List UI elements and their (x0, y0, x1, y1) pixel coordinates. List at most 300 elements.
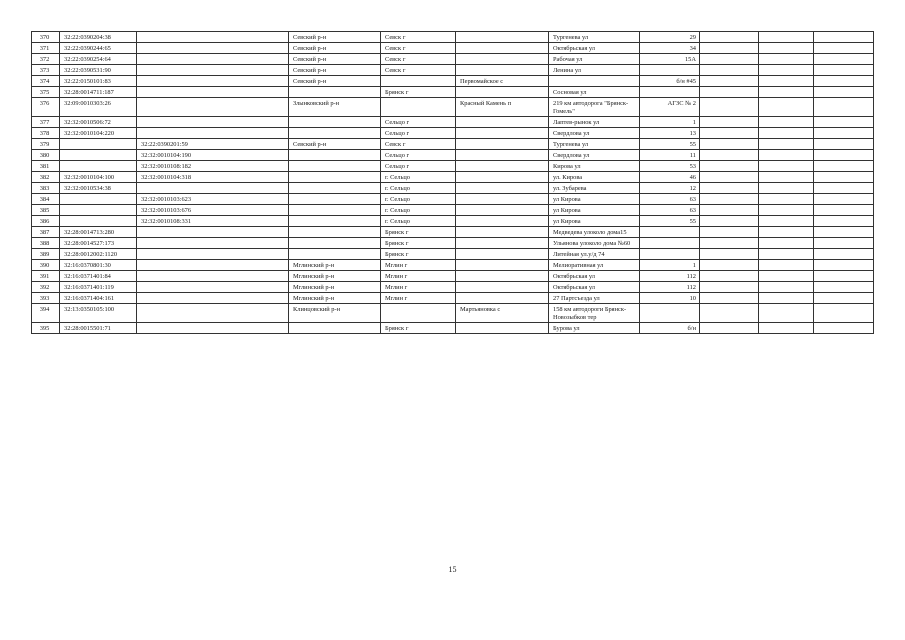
table-row (32, 282, 874, 293)
extra-cell-3 (814, 172, 874, 183)
street-cell: ул. Зубарева (549, 183, 640, 194)
street-cell: Сосновая ул (549, 87, 640, 98)
linked-cadastral-number-cell (137, 65, 289, 76)
row-number-cell: 373 (32, 65, 60, 76)
district-cell: Севский р-н (289, 43, 381, 54)
cadastral-number-cell: 32:22:0150101:83 (60, 76, 137, 87)
cadastral-number-cell: 32:22:0390244:65 (60, 43, 137, 54)
linked-cadastral-number-cell (137, 260, 289, 271)
district-cell: Мглинский р-н (289, 293, 381, 304)
cadastral-number-cell: 32:16:0371401:84 (60, 271, 137, 282)
extra-cell-3 (814, 194, 874, 205)
cadastral-number-cell: 32:28:0015501:71 (60, 323, 137, 334)
house-number-cell: 55 (640, 139, 700, 150)
linked-cadastral-number-cell (137, 293, 289, 304)
linked-cadastral-number-cell (137, 271, 289, 282)
cadastral-number-cell (60, 150, 137, 161)
extra-cell-3 (814, 87, 874, 98)
cadastral-number-cell: 32:16:0371404:161 (60, 293, 137, 304)
house-number-cell: 112 (640, 282, 700, 293)
settlement-cell (456, 260, 549, 271)
extra-cell-2 (759, 76, 814, 87)
cadastral-number-cell: 32:13:0350105:100 (60, 304, 137, 323)
table-row (32, 293, 874, 304)
settlement-cell (456, 43, 549, 54)
extra-cell-2 (759, 87, 814, 98)
house-number-cell: 46 (640, 172, 700, 183)
house-number-cell: 34 (640, 43, 700, 54)
table-row (32, 194, 874, 205)
settlement-cell (456, 194, 549, 205)
table-row (32, 183, 874, 194)
city-cell: Севск г (381, 54, 456, 65)
extra-cell-2 (759, 238, 814, 249)
extra-cell-3 (814, 249, 874, 260)
row-number-cell: 374 (32, 76, 60, 87)
linked-cadastral-number-cell (137, 282, 289, 293)
city-cell: г. Сельцо (381, 183, 456, 194)
cadastral-number-cell: 32:32:0010104:220 (60, 128, 137, 139)
extra-cell-1 (700, 282, 759, 293)
table-row (32, 304, 874, 323)
linked-cadastral-number-cell (137, 117, 289, 128)
table-row (32, 117, 874, 128)
linked-cadastral-number-cell (137, 32, 289, 43)
extra-cell-2 (759, 98, 814, 117)
house-number-cell: 55 (640, 216, 700, 227)
row-number-cell: 382 (32, 172, 60, 183)
house-number-cell: 53 (640, 161, 700, 172)
linked-cadastral-number-cell: 32:32:0010104:318 (137, 172, 289, 183)
extra-cell-2 (759, 304, 814, 323)
page-number: 15 (448, 565, 457, 574)
city-cell: Мглин г (381, 282, 456, 293)
district-cell (289, 117, 381, 128)
extra-cell-3 (814, 183, 874, 194)
cadastral-number-cell (60, 139, 137, 150)
linked-cadastral-number-cell (137, 87, 289, 98)
cadastral-number-cell: 32:32:0010506:72 (60, 117, 137, 128)
street-cell: Октябрьская ул (549, 282, 640, 293)
cadastral-number-cell (60, 205, 137, 216)
row-number-cell: 394 (32, 304, 60, 323)
district-cell: Севский р-н (289, 54, 381, 65)
street-cell (549, 76, 640, 87)
settlement-cell (456, 139, 549, 150)
extra-cell-1 (700, 183, 759, 194)
extra-cell-1 (700, 43, 759, 54)
cadastral-number-cell: 32:22:0390204:38 (60, 32, 137, 43)
city-cell: Мглин г (381, 271, 456, 282)
settlement-cell (456, 238, 549, 249)
row-number-cell: 377 (32, 117, 60, 128)
extra-cell-1 (700, 128, 759, 139)
linked-cadastral-number-cell (137, 183, 289, 194)
extra-cell-3 (814, 54, 874, 65)
extra-cell-1 (700, 76, 759, 87)
linked-cadastral-number-cell: 32:32:0010103:623 (137, 194, 289, 205)
row-number-cell: 392 (32, 282, 60, 293)
row-number-cell: 388 (32, 238, 60, 249)
linked-cadastral-number-cell (137, 43, 289, 54)
district-cell (289, 194, 381, 205)
linked-cadastral-number-cell (137, 54, 289, 65)
street-cell: ул. Кирова (549, 172, 640, 183)
district-cell (289, 183, 381, 194)
linked-cadastral-number-cell: 32:32:0010108:331 (137, 216, 289, 227)
street-cell: Тургенева ул (549, 32, 640, 43)
extra-cell-2 (759, 172, 814, 183)
row-number-cell: 387 (32, 227, 60, 238)
extra-cell-1 (700, 249, 759, 260)
row-number-cell: 391 (32, 271, 60, 282)
extra-cell-2 (759, 194, 814, 205)
district-cell (289, 238, 381, 249)
extra-cell-3 (814, 238, 874, 249)
house-number-cell: 15А (640, 54, 700, 65)
house-number-cell: б/н (640, 323, 700, 334)
cadastral-number-cell: 32:28:0012002:1120 (60, 249, 137, 260)
city-cell: Сельцо г (381, 117, 456, 128)
extra-cell-1 (700, 227, 759, 238)
street-cell: Ульянова улоколо дома №60 (549, 238, 640, 249)
linked-cadastral-number-cell (137, 128, 289, 139)
street-cell: Кирова ул (549, 161, 640, 172)
table-row (32, 87, 874, 98)
row-number-cell: 386 (32, 216, 60, 227)
table-row (32, 139, 874, 150)
extra-cell-1 (700, 293, 759, 304)
district-cell (289, 323, 381, 334)
settlement-cell (456, 128, 549, 139)
extra-cell-2 (759, 282, 814, 293)
extra-cell-3 (814, 65, 874, 76)
extra-cell-1 (700, 161, 759, 172)
table-row (32, 65, 874, 76)
settlement-cell (456, 271, 549, 282)
settlement-cell (456, 323, 549, 334)
district-cell (289, 87, 381, 98)
cadastral-number-cell: 32:16:0370801:30 (60, 260, 137, 271)
extra-cell-2 (759, 227, 814, 238)
cadastral-number-cell: 32:09:0010303:26 (60, 98, 137, 117)
district-cell (289, 161, 381, 172)
extra-cell-2 (759, 54, 814, 65)
extra-cell-3 (814, 260, 874, 271)
street-cell: 158 км автодороги Брянск-Новозыбков тер (549, 304, 640, 323)
extra-cell-2 (759, 32, 814, 43)
linked-cadastral-number-cell: 32:22:0390201:59 (137, 139, 289, 150)
extra-cell-3 (814, 293, 874, 304)
street-cell: Медведева улоколо дома15 (549, 227, 640, 238)
row-number-cell: 389 (32, 249, 60, 260)
extra-cell-2 (759, 249, 814, 260)
extra-cell-1 (700, 238, 759, 249)
extra-cell-2 (759, 205, 814, 216)
extra-cell-1 (700, 271, 759, 282)
city-cell (381, 304, 456, 323)
city-cell: Брянск г (381, 249, 456, 260)
district-cell: Клинцовский р-н (289, 304, 381, 323)
street-cell: Бурова ул (549, 323, 640, 334)
table-row (32, 54, 874, 65)
extra-cell-1 (700, 65, 759, 76)
house-number-cell: 11 (640, 150, 700, 161)
linked-cadastral-number-cell: 32:32:0010103:676 (137, 205, 289, 216)
extra-cell-3 (814, 282, 874, 293)
table-row (32, 98, 874, 117)
row-number-cell: 379 (32, 139, 60, 150)
extra-cell-2 (759, 150, 814, 161)
settlement-cell: Мартьяновка с (456, 304, 549, 323)
settlement-cell (456, 161, 549, 172)
extra-cell-1 (700, 216, 759, 227)
house-number-cell: 13 (640, 128, 700, 139)
cadastral-number-cell (60, 161, 137, 172)
extra-cell-2 (759, 323, 814, 334)
extra-cell-2 (759, 128, 814, 139)
extra-cell-3 (814, 271, 874, 282)
settlement-cell: Красный Камень п (456, 98, 549, 117)
city-cell: Сельцо г (381, 128, 456, 139)
settlement-cell (456, 87, 549, 98)
extra-cell-3 (814, 161, 874, 172)
house-number-cell: АГЗС № 2 (640, 98, 700, 117)
settlement-cell (456, 249, 549, 260)
extra-cell-2 (759, 139, 814, 150)
settlement-cell (456, 172, 549, 183)
street-cell: Октябрьская ул (549, 271, 640, 282)
extra-cell-2 (759, 183, 814, 194)
extra-cell-3 (814, 216, 874, 227)
row-number-cell: 372 (32, 54, 60, 65)
extra-cell-1 (700, 323, 759, 334)
city-cell: Севск г (381, 43, 456, 54)
settlement-cell (456, 117, 549, 128)
extra-cell-1 (700, 172, 759, 183)
cadastral-number-cell: 32:32:0010534:38 (60, 183, 137, 194)
settlement-cell (456, 54, 549, 65)
settlement-cell (456, 216, 549, 227)
house-number-cell: 1 (640, 117, 700, 128)
row-number-cell: 393 (32, 293, 60, 304)
street-cell: ул Кирова (549, 194, 640, 205)
register-table (31, 31, 874, 334)
extra-cell-2 (759, 161, 814, 172)
row-number-cell: 384 (32, 194, 60, 205)
extra-cell-1 (700, 32, 759, 43)
table-row (32, 161, 874, 172)
extra-cell-2 (759, 117, 814, 128)
row-number-cell: 371 (32, 43, 60, 54)
linked-cadastral-number-cell (137, 323, 289, 334)
linked-cadastral-number-cell (137, 76, 289, 87)
street-cell: ул Кирова (549, 205, 640, 216)
city-cell: Сельцо г (381, 161, 456, 172)
house-number-cell: 10 (640, 293, 700, 304)
extra-cell-2 (759, 43, 814, 54)
district-cell: Злынковский р-н (289, 98, 381, 117)
extra-cell-1 (700, 54, 759, 65)
city-cell: Мглин г (381, 260, 456, 271)
street-cell: 27 Партсъезда ул (549, 293, 640, 304)
city-cell: Брянск г (381, 227, 456, 238)
settlement-cell (456, 293, 549, 304)
district-cell: Севский р-н (289, 76, 381, 87)
cadastral-number-cell: 32:28:0014527:173 (60, 238, 137, 249)
extra-cell-3 (814, 128, 874, 139)
table-row (32, 249, 874, 260)
linked-cadastral-number-cell (137, 238, 289, 249)
extra-cell-1 (700, 205, 759, 216)
street-cell: Октябрьская ул (549, 43, 640, 54)
house-number-cell: 112 (640, 271, 700, 282)
table-row (32, 238, 874, 249)
settlement-cell (456, 150, 549, 161)
city-cell: г. Сельцо (381, 205, 456, 216)
table-row (32, 150, 874, 161)
district-cell: Севский р-н (289, 139, 381, 150)
street-cell: Свердлова ул (549, 128, 640, 139)
district-cell: Мглинский р-н (289, 271, 381, 282)
extra-cell-2 (759, 65, 814, 76)
cadastral-number-cell: 32:22:0390254:64 (60, 54, 137, 65)
street-cell: 219 км автодорога "Брянск-Гомель" (549, 98, 640, 117)
linked-cadastral-number-cell (137, 98, 289, 117)
extra-cell-3 (814, 205, 874, 216)
city-cell: Мглин г (381, 293, 456, 304)
settlement-cell (456, 282, 549, 293)
city-cell: г. Сельцо (381, 194, 456, 205)
row-number-cell: 378 (32, 128, 60, 139)
house-number-cell: 63 (640, 194, 700, 205)
house-number-cell (640, 304, 700, 323)
house-number-cell (640, 65, 700, 76)
settlement-cell (456, 65, 549, 76)
row-number-cell: 376 (32, 98, 60, 117)
table-row (32, 76, 874, 87)
settlement-cell (456, 227, 549, 238)
district-cell (289, 172, 381, 183)
district-cell (289, 249, 381, 260)
extra-cell-2 (759, 293, 814, 304)
extra-cell-1 (700, 194, 759, 205)
house-number-cell (640, 238, 700, 249)
settlement-cell (456, 205, 549, 216)
street-cell: ул Кирова (549, 216, 640, 227)
table-row (32, 128, 874, 139)
street-cell: Лаптев-рынок ул (549, 117, 640, 128)
street-cell: Тургенева ул (549, 139, 640, 150)
table-row (32, 260, 874, 271)
house-number-cell (640, 87, 700, 98)
house-number-cell (640, 249, 700, 260)
linked-cadastral-number-cell (137, 227, 289, 238)
street-cell: Литейная ул.у/д 74 (549, 249, 640, 260)
table-row (32, 32, 874, 43)
city-cell: Севск г (381, 65, 456, 76)
table-row (32, 43, 874, 54)
row-number-cell: 395 (32, 323, 60, 334)
district-cell (289, 227, 381, 238)
house-number-cell (640, 227, 700, 238)
extra-cell-3 (814, 150, 874, 161)
cadastral-number-cell: 32:22:0390531:90 (60, 65, 137, 76)
cadastral-number-cell: 32:28:0014711:187 (60, 87, 137, 98)
row-number-cell: 380 (32, 150, 60, 161)
extra-cell-2 (759, 271, 814, 282)
street-cell: Мелиоративная ул (549, 260, 640, 271)
extra-cell-3 (814, 76, 874, 87)
city-cell: Брянск г (381, 87, 456, 98)
extra-cell-1 (700, 117, 759, 128)
city-cell: Брянск г (381, 323, 456, 334)
city-cell: Севск г (381, 139, 456, 150)
row-number-cell: 390 (32, 260, 60, 271)
row-number-cell: 381 (32, 161, 60, 172)
table-row (32, 271, 874, 282)
district-cell (289, 150, 381, 161)
extra-cell-3 (814, 323, 874, 334)
district-cell (289, 216, 381, 227)
city-cell: Брянск г (381, 238, 456, 249)
house-number-cell: 29 (640, 32, 700, 43)
extra-cell-2 (759, 216, 814, 227)
extra-cell-1 (700, 150, 759, 161)
extra-cell-3 (814, 98, 874, 117)
table-row (32, 323, 874, 334)
district-cell (289, 205, 381, 216)
house-number-cell: 63 (640, 205, 700, 216)
extra-cell-3 (814, 139, 874, 150)
house-number-cell: 1 (640, 260, 700, 271)
city-cell: Сельцо г (381, 150, 456, 161)
extra-cell-3 (814, 117, 874, 128)
extra-cell-3 (814, 227, 874, 238)
extra-cell-3 (814, 43, 874, 54)
extra-cell-1 (700, 87, 759, 98)
house-number-cell: 12 (640, 183, 700, 194)
street-cell: Ленина ул (549, 65, 640, 76)
cadastral-number-cell: 32:32:0010104:100 (60, 172, 137, 183)
city-cell: г. Сельцо (381, 216, 456, 227)
table-row (32, 205, 874, 216)
extra-cell-3 (814, 304, 874, 323)
table-row (32, 216, 874, 227)
city-cell: Севск г (381, 32, 456, 43)
city-cell (381, 76, 456, 87)
city-cell (381, 98, 456, 117)
row-number-cell: 375 (32, 87, 60, 98)
district-cell: Севский р-н (289, 32, 381, 43)
register-body (32, 32, 874, 334)
settlement-cell (456, 183, 549, 194)
linked-cadastral-number-cell: 32:32:0010104:190 (137, 150, 289, 161)
city-cell: г. Сельцо (381, 172, 456, 183)
row-number-cell: 385 (32, 205, 60, 216)
row-number-cell: 383 (32, 183, 60, 194)
linked-cadastral-number-cell: 32:32:0010108:182 (137, 161, 289, 172)
district-cell: Мглинский р-н (289, 282, 381, 293)
linked-cadastral-number-cell (137, 249, 289, 260)
table-row (32, 172, 874, 183)
extra-cell-2 (759, 260, 814, 271)
street-cell: Свердлова ул (549, 150, 640, 161)
cadastral-number-cell (60, 194, 137, 205)
settlement-cell: Первомайское с (456, 76, 549, 87)
cadastral-number-cell: 32:16:0371401:119 (60, 282, 137, 293)
district-cell (289, 128, 381, 139)
